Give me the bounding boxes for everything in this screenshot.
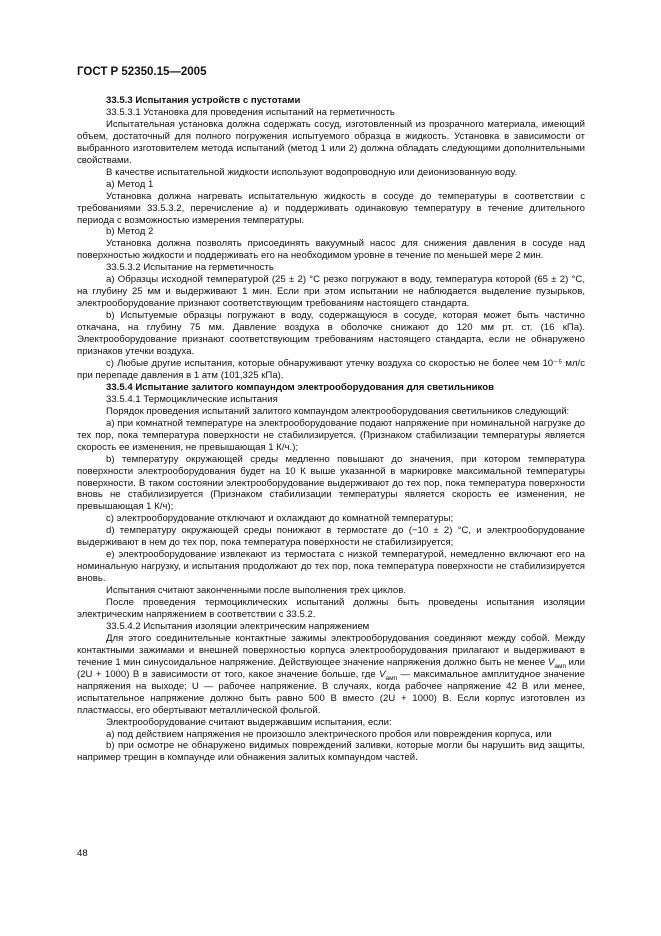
document-body — [77, 95, 585, 764]
paragraph: а) Образцы исходной температурой (25 ± 2) °С резко погружают в воду, температура которой (65 ± 2) °С, на глубину 25 мм и выдерживают 1 мин. Если при этом испытании не наблюдается выделение пузырьков, электрооборудование признают соответствующим требованиям настоящего стандарта. — [77, 274, 585, 310]
paragraph: В качестве испытательной жидкости используют водопроводную или деионизованную воду. — [106, 166, 518, 178]
paragraph: 33.5.3.2 Испытание на герметичность — [106, 262, 274, 274]
page-number: 48 — [77, 848, 88, 859]
paragraph: 33.5.4.2 Испытания изоляции электрическим напряжением — [106, 620, 370, 632]
paragraph: b) Испытуемые образцы погружают в воду, содержащуюся в сосуде, которая может быть частично откачана, на глубину 75 мм. Давление воздуха в оболочке снижают до 120 мм рт. ст. (16 кПа). Электрооборудование признают соответствующим требованиям настоящего стандарта, если не обнаружено признаков утечки воздуха. — [77, 310, 585, 358]
paragraph: Испытательная установка должна содержать сосуд, изготовленный из прозрачного материала, имеющий объем, достаточный для полного погружения испытуемого образца в жидкость. Установка в зависимости от выбранного изготовителем метода испытаний (метод 1 или 2) должна обладать следующими дополнительными свойствами. — [77, 118, 585, 166]
paragraph: Установка должна позволять присоединять вакуумный насос для снижения давления в сосуде над поверхностью жидкости и поддерживать его на необходимом уровне в течение по меньшей мере 2 мин. — [77, 238, 585, 262]
paragraph: Электрооборудование считают выдержавшим испытания, если: — [106, 716, 392, 728]
paragraph: Испытания считают законченными после выполнения трех циклов. — [106, 585, 407, 597]
section-heading: 33.5.4 Испытание залитого компаундом электрооборудования для светильников — [106, 381, 494, 393]
paragraph: с) электрооборудование отключают и охлаждают до комнатной температуры; — [106, 513, 454, 525]
paragraph: Для этого соединительные контактные зажимы электрооборудования соединяют между собой. Между контактными зажимами и внешней поверхностью корпуса электрооборудования прилагают и выдерживают в течение 1 мин синусоидальное напряжение. Действующее значение напряжения должно быть не менее $V_{амп}$ или (2U + 1000) В в зависимости от того, какое значение больше, где $V_{амп}$ — максимальное амплитудное значение напряжения на выходе; U — рабочее напряжение. В случаях, когда рабочее напряжение 42 В или менее, испытательное напряжение должно быть равно 500 В вместо (2U + 1000) В. Если корпус изготовлен из пластмассы, его обертывают металлической фольгой. — [77, 632, 585, 716]
document-header: ГОСТ Р 52350.15—2005 — [77, 66, 207, 78]
paragraph: b) температуру окружающей среды медленно повышают до значения, при котором температура поверхности электрооборудования будет на 10 К выше указанной в маркировке максимальной температуры поверхности. В таком состоянии электрооборудование выдерживают до тех пор, пока температура поверхности вновь не стабилизируется (Признаком стабилизации температуры является скорость ее изменения, не превышающая 1 К/ч); — [77, 453, 585, 513]
paragraph: b) Метод 2 — [106, 226, 154, 238]
paragraph: d) температуру окружающей среды понижают в термостате до (−10 ± 2) °С, и электрооборудование выдерживают в нем до тех пор, пока температура поверхности не стабилизируется; — [77, 525, 585, 549]
paragraph: а) при комнатной температуре на электрооборудование подают напряжение при номинальной нагрузке до тех пор, пока температура поверхности не стабилизируется. (Признаком стабилизации температуры является скорость ее изменения, не превышающая 1 К/ч.); — [77, 417, 585, 453]
paragraph: а) под действием напряжения не произошло электрического пробоя или повреждения корпуса, или — [106, 728, 552, 740]
paragraph: b) при осмотре не обнаружено видимых повреждений заливки, которые могли бы нарушить вид защиты, например трещин в компаунде или обнажения залитых компаундом частей. — [77, 740, 585, 764]
paragraph: После проведения термоциклических испытаний должны быть проведены испытания изоляции электрическим напряжением в соответствии с 33.5.2. — [77, 597, 585, 620]
paragraph: Установка должна нагревать испытательную жидкость в сосуде до температуры в соответствии с требованиями 33.5.3.2, перечисление а) и поддерживать одинаковую температуру в течение длительного периода с возможностью измерения температуры. — [77, 190, 585, 226]
paragraph: Порядок проведения испытаний залитого компаундом электрооборудования светильников следующий: — [106, 405, 570, 417]
paragraph: 33.5.3.1 Установка для проведения испытаний на герметичность — [106, 106, 395, 118]
paragraph: е) электрооборудование извлекают из термостата с низкой температурой, немедленно включают его на номинальную нагрузку, и испытания продолжают до тех пор, пока температура поверхности не стабилизируется вновь. — [77, 549, 585, 585]
section-heading: 33.5.3 Испытания устройств с пустотами — [106, 95, 301, 106]
paragraph: 33.5.4.1 Термоциклические испытания — [106, 393, 278, 405]
paragraph: а) Метод 1 — [106, 178, 154, 190]
paragraph: с) Любые другие испытания, которые обнаруживают утечку воздуха со скоростью не более чем 10⁻⁵ мл/с при перепаде давления в 1 атм (101,325 кПа). — [77, 357, 585, 381]
